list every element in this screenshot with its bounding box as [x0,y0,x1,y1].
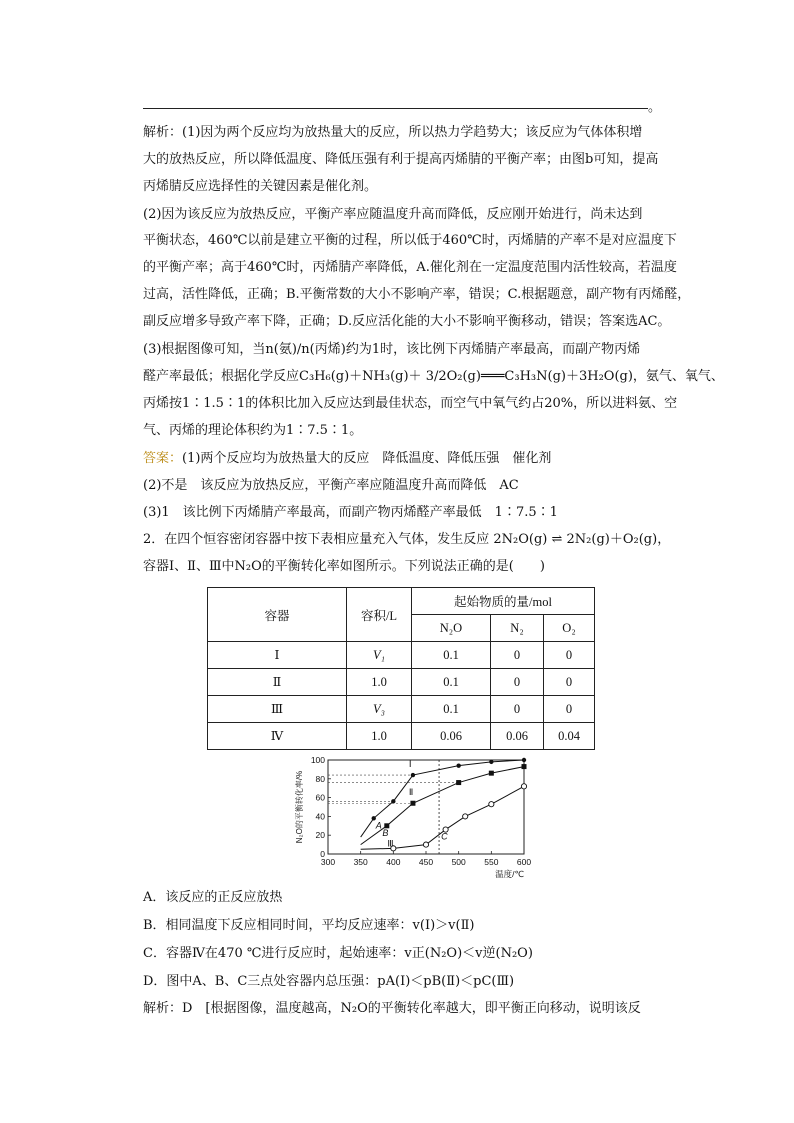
question2-line2: 容器Ⅰ、Ⅱ、Ⅲ中N₂O的平衡转化率如图所示。下列说法正确的是( ) [143,559,545,574]
x-axis-label: 温度/℃ [495,869,524,879]
x-tick-label: 350 [353,857,368,867]
conversion-chart [292,752,542,880]
explanation-3-line1: (3)根据图像可知，当n(氨)/n(丙烯)约为1时，该比例下丙烯腈产率最高，而副产物丙烯 [143,342,641,357]
series-label: Ⅱ [408,787,414,798]
series-label: Ⅲ [387,838,394,849]
table-header-container: 容器 [208,588,347,642]
y-tick-label: 40 [315,811,325,822]
series-point [489,771,494,776]
y-tick-label: 100 [310,755,325,765]
series-point [522,764,527,769]
explanation-3-line3: 丙烯按1∶1.5∶1的体积比加入反应达到最佳状态，而空气中氧气约占20%，所以进料氨、空 [143,396,678,411]
table-cell: 0.06 [412,723,491,750]
explanation-2-line1: (2)因为该反应为放热反应，平衡产率应随温度升高而降低，反应刚开始进行，尚未达到 [143,207,643,222]
x-tick-label: 400 [386,857,401,867]
series-point [489,802,494,807]
table-cell: V₁ [347,642,412,669]
explanation-1-line3: 丙烯腈反应选择性的关键因素是催化剂。 [143,179,378,194]
series-point [391,799,395,803]
y-tick-label: 0 [320,849,325,859]
table-cell: 0 [491,642,544,669]
explanation-3-line2: 醛产率最低；根据化学反应C₃H₆(g)＋NH₃(g)＋ 3/2O₂(g)═══C₃H₃N(g)＋3H₂O(g)，氨气、氧气、 [143,369,724,384]
series-point [456,763,460,767]
table-row [208,696,595,723]
table-cell: 0 [491,669,544,696]
answer-blank-line [143,108,648,109]
table-cell: Ⅲ [208,696,347,723]
table-header-o2: O₂ [544,615,595,642]
x-tick-label: 450 [418,857,434,867]
table-header-initial: 起始物质的量/mol [412,588,595,615]
table-header-volume: 容积/L [347,588,412,642]
table-cell: Ⅳ [208,723,347,750]
explanation-2-line3: 的平衡产率；高于460℃时，丙烯腈产率降低，A.催化剂在一定温度范围内活性较高，若温度 [143,260,677,275]
table-row [208,669,595,696]
table-header-n2o: N₂O [412,615,491,642]
option-c: C．容器Ⅳ在470 ℃进行反应时，起始速率：v正(N₂O)＜v逆(N₂O) [143,946,533,961]
table-row [208,723,595,750]
initial-amount-table [207,587,595,750]
point-label: A [375,820,382,831]
table-cell: 0.06 [491,723,544,750]
y-tick-label: 20 [315,830,325,841]
series-point [522,758,526,762]
explanation-1-line1: 解析：(1)因为两个反应均为放热量大的反应，所以热力学趋势大；该反应为气体体积增 [143,125,643,140]
x-tick-label: 600 [516,857,532,867]
point-label: C [441,831,448,842]
series-point [410,801,415,806]
answer-blank-end: 。 [648,100,662,115]
question2-line1: 2．在四个恒容密闭容器中按下表相应量充入气体，发生反应 2N₂O(g) ⇌ 2N₂(g)＋O₂(g)， [143,532,671,547]
option-a: A．该反应的正反应放热 [143,890,283,905]
option-b: B．相同温度下反应相同时间，平均反应速率：v(Ⅰ)＞v(Ⅱ) [143,918,475,933]
table-cell: Ⅰ [208,642,347,669]
plot-frame [328,760,524,854]
explanation-q2: 解析：D [根据图像，温度越高，N₂O的平衡转化率越大，即平衡正向移动，说明该反 [143,1001,641,1016]
answer-2: (2)不是 该反应为放热反应，平衡产率应随温度升高而降低 AC [143,478,519,493]
y-axis-label: N₂O的平衡转化率/% [295,770,304,844]
table-cell: 0 [491,696,544,723]
table-cell: V₃ [347,696,412,723]
y-tick-label: 80 [315,773,325,784]
option-d: D．图中A、B、C三点处容器内总压强：pA(Ⅰ)＜pB(Ⅱ)＜pC(Ⅲ) [143,974,515,989]
table-cell: 0.04 [544,723,595,750]
explanation-2-line4: 过高，活性降低，正确；B.平衡常数的大小不影响产率，错误；C.根据题意，副产物有丙烯醛， [143,287,691,302]
x-tick-label: 300 [320,857,336,867]
answer-1: (1)两个反应均为放热量大的反应 降低温度、降低压强 催化剂 [182,451,552,466]
series-label: Ⅰ [408,759,412,770]
table-cell: Ⅱ [208,669,347,696]
series-point [423,842,428,847]
explanation-2-line5: 副反应增多导致产率下降，正确；D.反应活化能的大小不影响平衡移动，错误；答案选AC。 [143,314,671,329]
explanation-2-line2: 平衡状态，460℃以前是建立平衡的过程，所以低于460℃时，丙烯腈的产率不是对应温度下 [143,233,677,248]
explanation-3-line4: 气、丙烯的理论体积约为1∶7.5∶1。 [143,423,363,438]
series-point [489,760,493,764]
answer-label: 答案： [143,451,183,466]
series-point [456,780,461,785]
table-cell: 0.1 [412,642,491,669]
table-header-n2: N₂ [491,615,544,642]
table-cell: 0.1 [412,696,491,723]
table-row [208,642,595,669]
point-label: B [382,827,389,838]
x-tick-label: 550 [484,857,499,867]
y-tick-label: 60 [315,792,325,803]
series-point [463,814,468,819]
table-cell: 0 [544,669,595,696]
answer-3: (3)1 该比例下丙烯腈产率最高，而副产物丙烯醛产率最低 1∶7.5∶1 [143,505,558,520]
series-point [411,773,415,777]
series-point [521,784,526,789]
table-cell: 1.0 [347,723,412,750]
answer-line-1 [143,449,663,469]
table-cell: 0.1 [412,669,491,696]
x-tick-label: 500 [451,857,466,867]
table-cell: 0 [544,696,595,723]
table-cell: 0 [544,642,595,669]
table-cell: 1.0 [347,669,412,696]
explanation-1-line2: 大的放热反应，所以降低温度、降低压强有利于提高丙烯腈的平衡产率；由图b可知，提高 [143,152,659,167]
